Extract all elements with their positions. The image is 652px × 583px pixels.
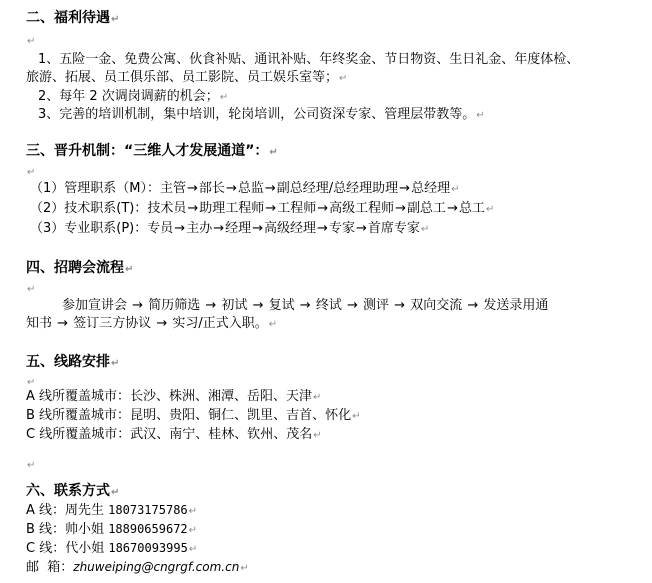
recruitment-heading: 四、招聘会流程↵ <box>26 260 134 276</box>
benefit-item: 3、完善的培训机制，集中培训，轮岗培训，公司资深专家、管理层带教等。↵ <box>38 107 485 122</box>
recruitment-steps: 参加宣讲会 → 简历筛选 → 初试 → 复试 → 终试 → 测评 → 双向交流 → 发送录用通 <box>62 298 549 313</box>
empty-paragraph: ↵ <box>27 36 36 47</box>
route-line-a: A 线所覆盖城市：长沙、株洲、湘潭、岳阳、天津↵ <box>26 389 322 404</box>
route-line-b: B 线所覆盖城市：昆明、贵阳、铜仁、凯里、吉首、怀化↵ <box>26 408 361 423</box>
contact-line-a: A 线：周先生 18073175786↵ <box>26 503 198 518</box>
promotion-track-management: （1）管理职系（M）：主管→部长→总监→副总经理/总经理助理→总经理↵ <box>30 181 460 196</box>
benefit-item: 2、每年 2 次调岗调薪的机会；↵ <box>38 89 229 104</box>
contact-line-b: B 线：帅小姐 18890659672↵ <box>26 522 198 537</box>
promotion-track-technical: （2）技术职系(T)：技术员→助理工程师→工程师→高级工程师→副总工→总工↵ <box>30 201 495 216</box>
promotion-heading: 三、晋升机制：“三维人才发展通道”：↵ <box>26 143 278 159</box>
route-line-c: C 线所覆盖城市：武汉、南宁、桂林、钦州、茂名↵ <box>26 427 322 442</box>
contact-heading: 六、联系方式↵ <box>26 483 120 499</box>
empty-paragraph: ↵ <box>27 460 36 471</box>
recruitment-steps-continued: 知书 → 签订三方协议 → 实习/正式入职。↵ <box>26 316 278 331</box>
phone-number: 18890659672 <box>108 522 188 536</box>
empty-paragraph: ↵ <box>27 167 36 178</box>
promotion-track-professional: （3）专业职系(P)：专员→主办→经理→高级经理→专家→首席专家↵ <box>30 221 430 236</box>
contact-email: 邮 箱：zhuweiping@cngrgf.com.cn↵ <box>26 560 249 575</box>
routes-heading: 五、线路安排↵ <box>26 354 120 370</box>
benefit-item: 1、五险一金、免费公寓、伙食补贴、通讯补贴、年终奖金、节日物资、生日礼金、年度体检、 <box>38 52 580 67</box>
email-link[interactable]: zhuweiping@cngrgf.com.cn <box>73 560 240 574</box>
paragraph-mark-icon: ↵ <box>111 14 120 25</box>
empty-paragraph: ↵ <box>27 284 36 295</box>
empty-paragraph: ↵ <box>27 377 36 388</box>
phone-number: 18670093995 <box>108 541 188 555</box>
benefits-heading: 二、福利待遇↵ <box>26 10 120 26</box>
benefit-item-continued: 旅游、拓展、员工俱乐部、员工影院、员工娱乐室等；↵ <box>26 70 348 85</box>
phone-number: 18073175786 <box>108 503 188 517</box>
contact-line-c: C 线：代小姐 18670093995↵ <box>26 541 198 556</box>
